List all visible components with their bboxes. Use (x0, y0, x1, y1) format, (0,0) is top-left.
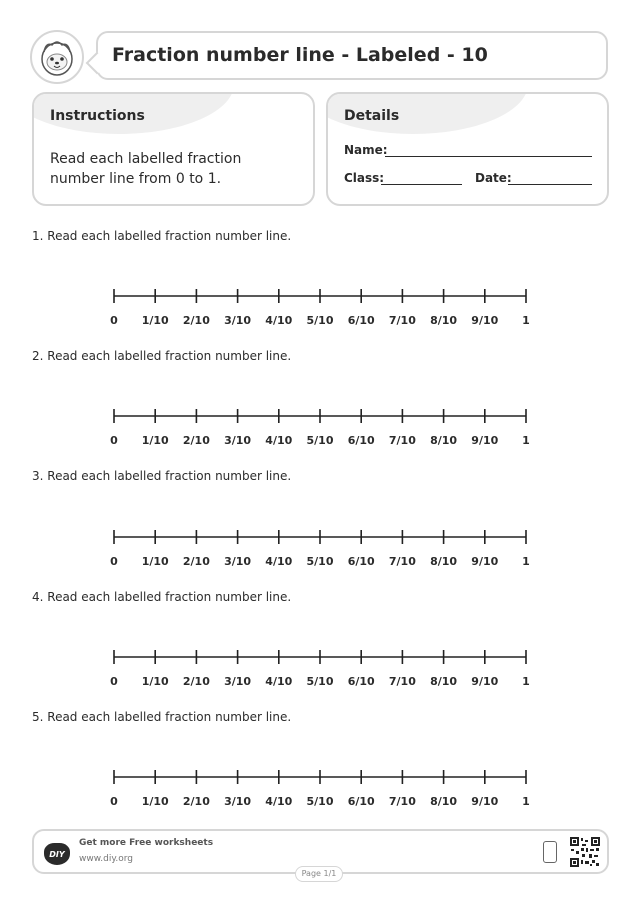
tick-label: 0 (110, 555, 118, 568)
number-line-3 (96, 528, 544, 583)
tick-label: 7/10 (388, 555, 416, 568)
tick-label: 6/10 (347, 795, 375, 808)
tick-label: 8/10 (430, 314, 458, 327)
tick-label: 8/10 (430, 555, 458, 568)
question-2-label: 2. Read each labelled fraction number line. (32, 349, 292, 363)
name-field[interactable] (385, 156, 592, 157)
tick-label: 5/10 (306, 434, 334, 447)
tick-label: 7/10 (388, 314, 416, 327)
tick-label: 2/10 (182, 434, 210, 447)
tick-label: 3/10 (224, 555, 252, 568)
phone-icon (543, 841, 557, 863)
tick-label: 6/10 (347, 675, 375, 688)
number-line-graphic (96, 768, 544, 790)
tick-label: 2/10 (182, 555, 210, 568)
tick-label: 1 (522, 675, 530, 688)
question-4-label: 4. Read each labelled fraction number line. (32, 590, 292, 604)
number-line-graphic (96, 528, 544, 550)
question-5-label: 5. Read each labelled fraction number line. (32, 710, 292, 724)
class-field[interactable] (381, 184, 462, 185)
tick-label: 3/10 (224, 795, 252, 808)
details-heading: Details (344, 108, 400, 124)
tick-label: 2/10 (182, 675, 210, 688)
instructions-heading: Instructions (50, 108, 145, 124)
number-line-graphic (96, 407, 544, 429)
tick-label: 6/10 (347, 555, 375, 568)
date-label: Date: (475, 171, 512, 185)
tick-label: 7/10 (388, 795, 416, 808)
tick-label: 0 (110, 675, 118, 688)
tick-label: 8/10 (430, 795, 458, 808)
tick-label: 2/10 (182, 314, 210, 327)
page-title: Fraction number line - Labeled - 10 (112, 44, 488, 66)
tick-label: 3/10 (224, 675, 252, 688)
diy-logo: DIY (44, 843, 70, 865)
number-line-5 (96, 768, 544, 823)
tick-label: 1/10 (141, 795, 169, 808)
tick-label: 4/10 (265, 314, 293, 327)
number-line-1 (96, 287, 544, 342)
tick-label: 9/10 (471, 434, 499, 447)
footer-url[interactable]: www.diy.org (79, 854, 133, 864)
instructions-panel (32, 92, 315, 206)
tick-label: 4/10 (265, 434, 293, 447)
number-line-graphic (96, 648, 544, 670)
tick-label: 8/10 (430, 675, 458, 688)
tick-label: 5/10 (306, 314, 334, 327)
tick-label: 6/10 (347, 434, 375, 447)
tick-label: 1/10 (141, 314, 169, 327)
tick-label: 1 (522, 555, 530, 568)
page-number: Page 1/1 (295, 866, 343, 882)
tick-label: 3/10 (224, 314, 252, 327)
number-line-4 (96, 648, 544, 703)
tick-label: 0 (110, 795, 118, 808)
tick-label: 2/10 (182, 795, 210, 808)
tick-label: 1 (522, 314, 530, 327)
tick-label: 1/10 (141, 434, 169, 447)
tick-label: 0 (110, 434, 118, 447)
tick-label: 7/10 (388, 434, 416, 447)
sloth-mascot-icon (30, 30, 84, 84)
instructions-text: Read each labelled fraction number line from 0 to 1. (50, 151, 242, 187)
tick-label: 4/10 (265, 795, 293, 808)
tick-label: 6/10 (347, 314, 375, 327)
number-line-graphic (96, 287, 544, 309)
tick-label: 9/10 (471, 795, 499, 808)
qr-code-icon (570, 837, 600, 867)
tick-label: 1 (522, 795, 530, 808)
title-box (96, 31, 608, 80)
tick-label: 9/10 (471, 675, 499, 688)
tick-label: 7/10 (388, 675, 416, 688)
tick-label: 1/10 (141, 675, 169, 688)
tick-label: 9/10 (471, 314, 499, 327)
number-line-2 (96, 407, 544, 462)
footer-promo: Get more Free worksheets (79, 838, 214, 848)
tick-label: 8/10 (430, 434, 458, 447)
tick-label: 5/10 (306, 795, 334, 808)
tick-label: 1/10 (141, 555, 169, 568)
tick-label: 4/10 (265, 555, 293, 568)
tick-label: 5/10 (306, 675, 334, 688)
tick-label: 3/10 (224, 434, 252, 447)
details-panel (326, 92, 609, 206)
class-label: Class: (344, 171, 385, 185)
tick-label: 1 (522, 434, 530, 447)
question-3-label: 3. Read each labelled fraction number line. (32, 469, 292, 483)
name-label: Name: (344, 143, 388, 157)
date-field[interactable] (508, 184, 592, 185)
tick-label: 5/10 (306, 555, 334, 568)
question-1-label: 1. Read each labelled fraction number line. (32, 229, 292, 243)
tick-label: 4/10 (265, 675, 293, 688)
tick-label: 0 (110, 314, 118, 327)
tick-label: 9/10 (471, 555, 499, 568)
